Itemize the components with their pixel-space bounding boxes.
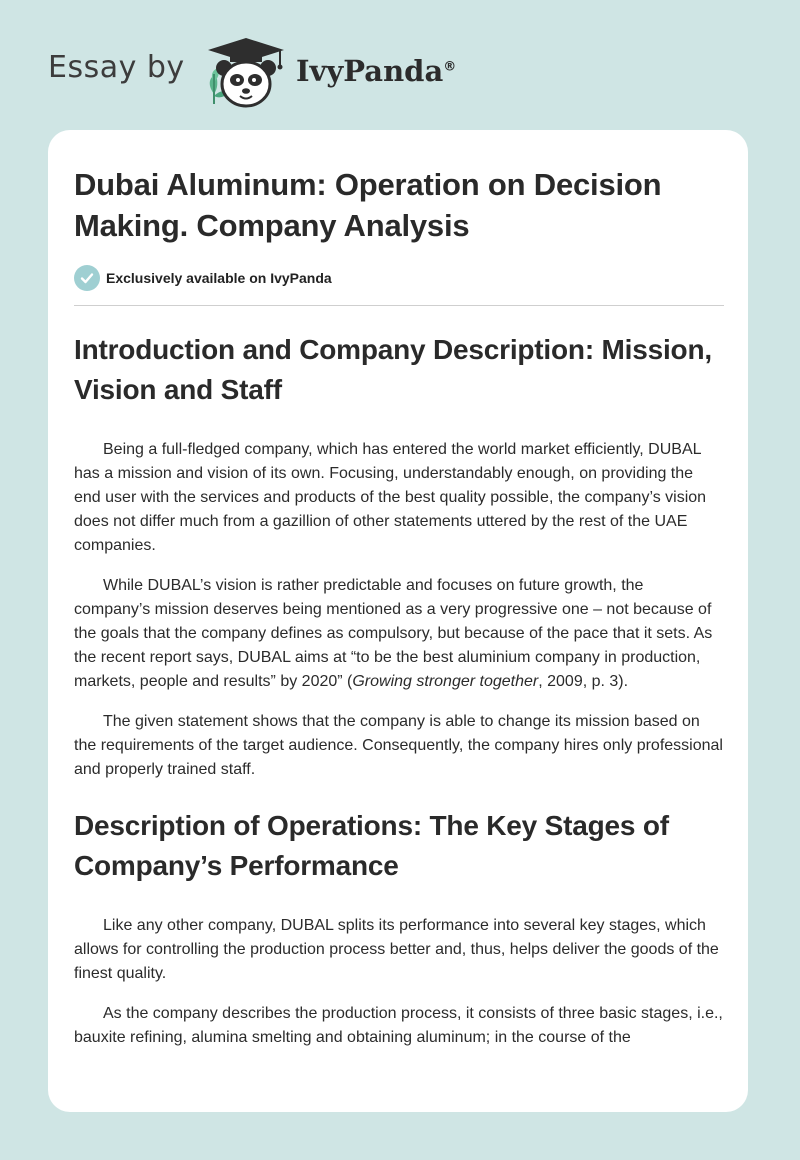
brand-text: IvyPanda <box>296 54 444 88</box>
panda-logo-svg <box>200 34 292 110</box>
paragraph: Like any other company, DUBAL splits its performance into several key stages, which allows for controlling the production process better and, thus, helps deliver the goods of the finest quality. <box>74 917 719 982</box>
citation-title: Growing stronger together <box>352 673 539 690</box>
section-heading: Introduction and Company Description: Mission, Vision and Staff <box>74 334 712 405</box>
registered-mark: ® <box>443 59 457 75</box>
brand-name[interactable] <box>296 54 456 88</box>
paragraph: Being a full-fledged company, which has entered the world market efficiently, DUBAL has a mission and vision of its own. Focusing, understandably enough, on providing the end user with the services and products of the best quality possible, the company’s vision does not differ much from a gazillion of other statements uttered by the rest of the UAE companies. <box>74 441 707 554</box>
paragraph-text: While DUBAL’s vision is rather predictable and focuses on future growth, the company’s mission deserves being mentioned as a very progressive one – not because of the goals that the company defines as compulsory, but because of the pace that it sets. As the recent report says, DUBAL aims at “to be the best aluminium company in production, markets, people and results” by 2020” ( <box>74 577 713 690</box>
site-header <box>0 0 800 130</box>
divider <box>74 305 724 306</box>
essay-title: Dubai Aluminum: Operation on Decision Making. Company Analysis <box>74 167 662 243</box>
panda-logo-icon[interactable] <box>200 34 292 110</box>
exclusive-badge <box>74 264 724 292</box>
paragraph: The given statement shows that the company is able to change its mission based on the requirements of the target audience. Consequently, the company hires only professional and properly trained staff. <box>74 713 723 778</box>
essay-content <box>74 130 724 1050</box>
exclusive-label: Exclusively available on IvyPanda <box>106 270 332 286</box>
essay-by-label: Essay by <box>48 50 185 85</box>
paragraph: As the company describes the production process, it consists of three basic stages, i.e., bauxite refining, alumina smelting and obtaining aluminum; in the course of the <box>74 1005 723 1046</box>
section-heading: Description of Operations: The Key Stages of Company’s Performance <box>74 810 669 881</box>
paragraph-with-citation <box>74 574 724 694</box>
essay-card <box>48 130 748 1112</box>
paragraph-text: , 2009, p. 3). <box>538 673 629 690</box>
checkmark-icon <box>74 265 100 291</box>
